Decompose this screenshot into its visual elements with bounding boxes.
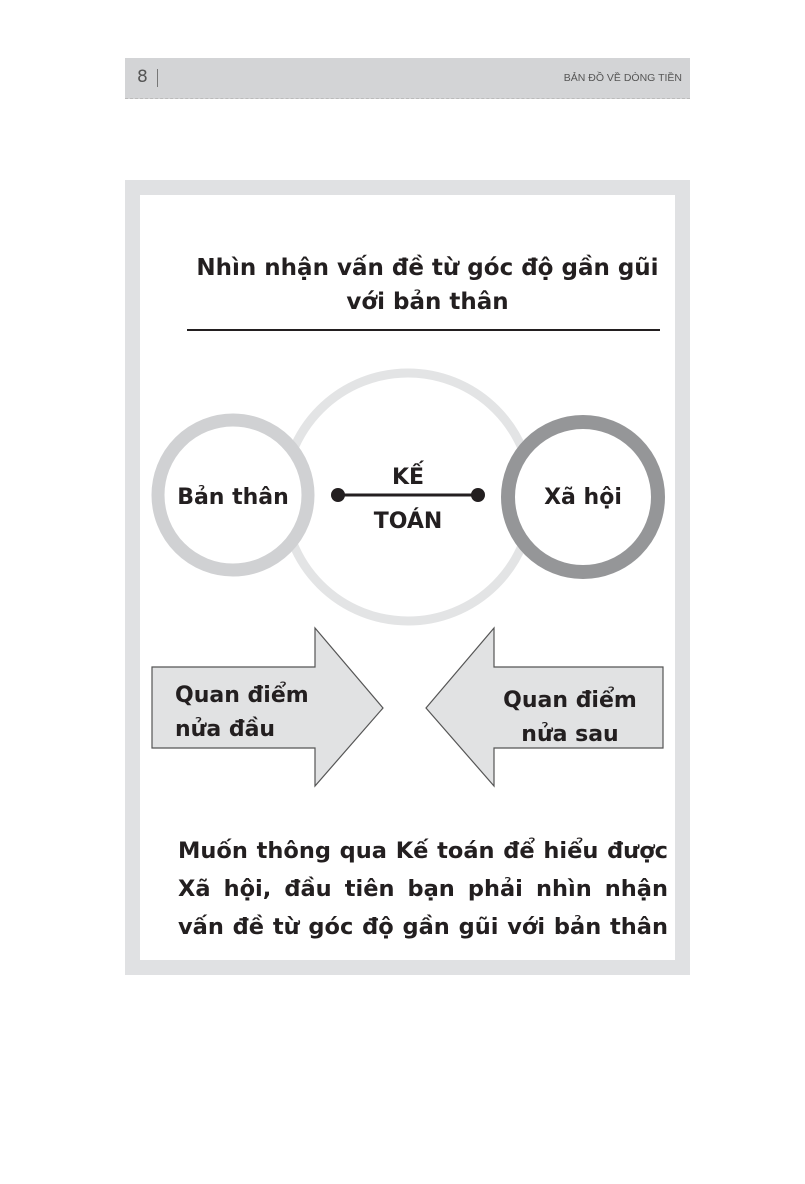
center-label-top: KẾ (391, 465, 425, 490)
title-line: với bản thân (346, 289, 509, 315)
page-number: 8 (137, 67, 148, 87)
right-arrow-label: Quan điểm (503, 688, 637, 713)
conclusion-line: vấn đề từ góc độ gần gũi với bản thân (178, 914, 668, 940)
left-arrow-label: nửa đầu (175, 717, 276, 742)
conclusion-line: Xã hội, đầu tiên bạn phải nhìn nhận (178, 876, 668, 902)
conclusion-area (125, 180, 690, 975)
left-arrow-label: Quan điểm (175, 683, 309, 708)
conclusion-text (178, 832, 668, 946)
left-circle-label: Bản thân (177, 485, 289, 510)
right-arrow-label: nửa sau (521, 722, 619, 747)
running-title: BẢN ĐỒ VỀ DÒNG TIỀN (563, 72, 682, 84)
title-line: Nhìn nhận vấn đề từ góc độ gần gũi (196, 255, 659, 281)
conclusion-line: Muốn thông qua Kế toán để hiểu được (178, 838, 668, 864)
center-label-bottom: TOÁN (373, 509, 443, 534)
right-circle-label: Xã hội (544, 485, 622, 510)
